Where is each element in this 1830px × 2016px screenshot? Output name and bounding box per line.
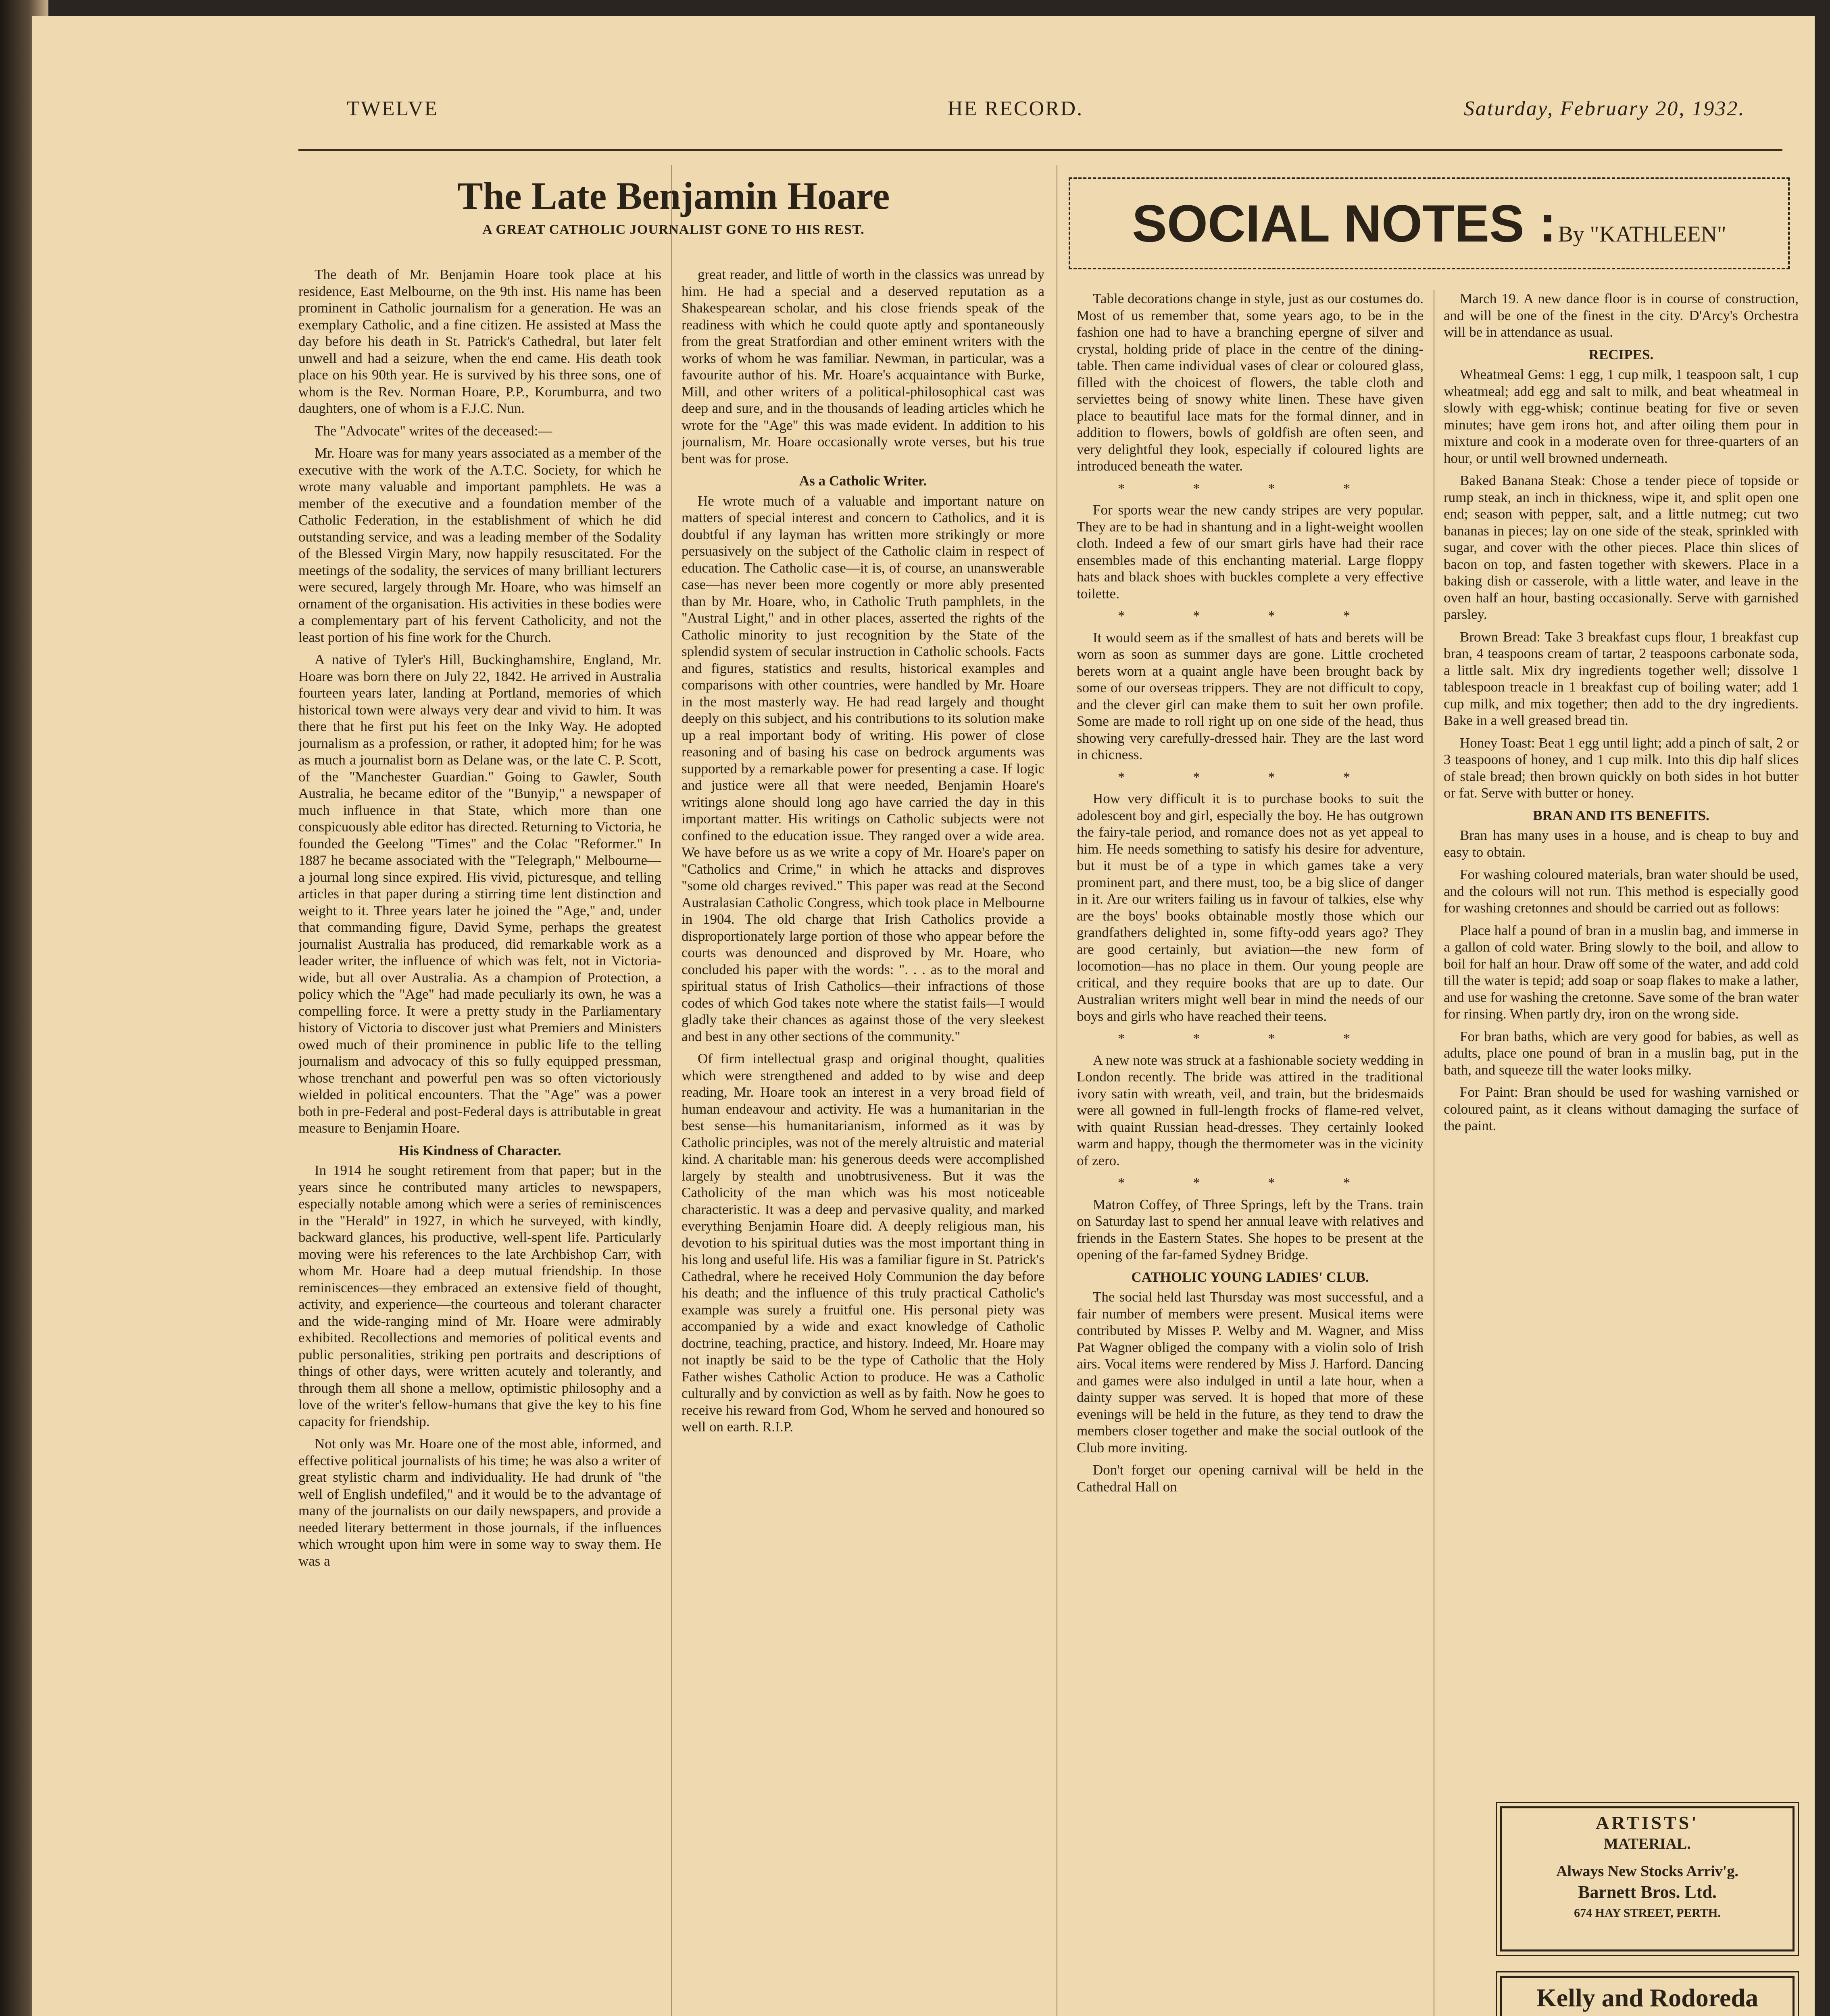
paragraph: Not only was Mr. Hoare one of the most able, informed, and effective political journalists of his time; he was also a writer of great stylistic charm and individuality. He had drunk of "the well of English undefiled," and it would be to the advantage of many of the journalists on our daily newspapers, and provide a needed literary betterment in those journals, if the influences which wrought upon him were in some way to sway them. He was a <box>298 1436 661 1569</box>
section-divider: * * * * <box>1117 1175 1383 1191</box>
paragraph: In 1914 he sought retirement from that paper; but in the years since he contributed many articles to newspapers, especially notable among which were a series of reminiscences in the "Herald" in 1927, in which he surveyed, with kindly, backward glances, his productive, well-spent life. Particularly moving were his references to the late Archbishop Carr, with whom Mr. Hoare had a deep mutual friendship. In those reminiscences—they embraced an extensive field of thought, activity, and experience—the courteous and tolerant character and the wide-ranging mind of Mr. Hoare were admirably exhibited. Recollections and memories of political events and public personalities, striking pen portraits and descriptions of things of other days, were written acutely and tolerantly, and through them all shone a mellow, optimistic philosophy and a love of the writer's fellow-humans that give the key to his fine capacity for friendship. <box>298 1162 661 1429</box>
paragraph: The "Advocate" writes of the deceased:— <box>315 423 552 439</box>
masthead: HE RECORD. <box>948 97 1084 120</box>
section-divider: * * * * <box>1117 1031 1383 1046</box>
social-col3-text <box>1077 290 1424 1263</box>
paragraph: great reader, and little of worth in the classics was unread by him. He had a special and a deserved reputation as a Shakespearean scholar, and his close friends speak of the readiness with which he could quote aptly and spontaneously from the great Stratfordian and other eminent writers with the works of whom he was familiar. Newman, in particular, was a favourite author of his. Mr. Hoare's acquaintance with Burke, Mill, and other writers of a political-philosophical cast was deep and sure, and in the thousands of leading articles which he wrote for the "Age" this was made evident. In addition to his journalism, Mr. Hoare occasionally wrote verses, but his true bent was for prose. <box>682 267 1044 467</box>
page-number: TWELVE <box>347 97 438 120</box>
section-divider: * * * * <box>1117 608 1383 624</box>
article-column-2 <box>682 266 1044 2016</box>
paragraph: Place half a pound of bran in a muslin bag, and immerse in a gallon of cold water. Bring slowly to the boil, and allow to boil for half an hour. Draw off some of the water, and add cold till the water is tepid; add soap or soap flakes to make a lather, and use for washing the cretonne. Save some of the bran water for rinsing. When partly dry, iron on the wrong side. <box>1444 922 1799 1022</box>
newspaper-page <box>32 16 1815 2016</box>
ad-artists-material <box>1500 1806 1795 1951</box>
ad-artists-line3: 674 HAY STREET, PERTH. <box>1574 1906 1721 1920</box>
paragraph: Table decorations change in style, just as our costumes do. Most of us remember that, some years ago, to be in the fashion one had to have a branching epergne of silver and crystal, holding pride of place in the centre of the dining-table. Then came individual vases of clear or coloured glass, filled with the choicest of flowers, the table cloth and serviettes being of snowy white linen. These have given place to beautiful lace mats for the formal dinner, and in addition to flowers, bowls of goldfish are often seen, and very delightful they look, especially if coloured lights are introduced beneath the water. <box>1077 291 1424 474</box>
paragraph: For sports wear the new candy stripes are very popular. They are to be had in shantung and in a light-weight woollen cloth. Indeed a few of our smart girls have had their race ensembles made of this enchanting material. Large floppy hats and black shoes with buckles complete a very effective toilette. <box>1077 502 1424 602</box>
paragraph: How very difficult it is to purchase books to suit the adolescent boy and girl, especially the boy. He has outgrown the fairy-tale period, and romance does not as yet appeal to him. He needs something to satisfy his desire for adventure, but it must be of a type in which games take a very prominent part, and there must, too, be a big slice of danger in it. Are our writers failing us in favour of talkies, else why are the boys' books obtainable mostly those which our grandfathers delighted in, some fifty-odd years ago? They are good certainly, but aviation—the new form of locomotion—has no place in them. Our young people are critical, and they require books that are up to date. Our Australian writers might well bear in mind the needs of our boys and girls who have reached their teens. <box>1077 791 1424 1024</box>
paragraph: A native of Tyler's Hill, Buckinghamshire, England, Mr. Hoare was born there on July 22, 1842. He arrived in Australia fourteen years later, landing at Portland, memories of which historical town were always very dear and vivid to him. It was there that he first put his feet on the Inky Way. He adopted journalism as a profession, or rather, it adopted him; for he was as much a journalist born as Delane was, or the late C. P. Scott, of the "Manchester Guardian." Going to Gawler, South Australia, he became editor of the "Bunyip," a newspaper of much influence in that State, which more than one conspicuously able editor has directed. Returning to Victoria, he founded the Geelong "Times" and the Colac "Reformer." In 1887 he became associated with the "Telegraph," Melbourne—a journal long since expired. His vivid, picturesque, and telling articles in that paper during a stirring time lent distinction and weight to it. Three years later he joined the "Age," and, under that commanding figure, David Syme, perhaps the greatest journalist Australia has produced, did remarkable work as a leader writer, the influence of which was felt, not in Victoria-wide, but all over Australia. As a champion of Protection, a policy which the "Age" had made peculiarly its own, he was a compelling force. It were a pretty study in the Parliamentary history of Victoria to discover just what Premiers and Ministers owed much of their prominence in public life to the telling journalism and advocacy of this so fully equipped pressman, whose trenchant and powerful pen was so often victoriously wielded in political encounters. That the "Age" was a power both in pre-Federal and post-Federal days is attributable in great measure to Benjamin Hoare. <box>298 652 661 1136</box>
ad-kelly-line <box>1502 2014 1792 2016</box>
article-col2-text <box>682 266 1044 467</box>
paragraph: Baked Banana Steak: Chose a tender piece of topside or rump steak, an inch in thickness, wipe it, and split open one end; season with pepper, salt, and a little nutmeg; cut two bananas in pieces; lay on one side of the steak, sprinkled with sugar, and cover with the other pieces. Place thin slices of bacon on top, and fasten together with skewers. Place in a baking dish or casserole, with a little water, and leave in the oven half an hour, basting occasionally. Serve with garnished parsley. <box>1444 473 1799 622</box>
subheading-catholic-writer: As a Catholic Writer. <box>799 473 927 489</box>
article-heading <box>298 173 1048 237</box>
paragraph: Of firm intellectual grasp and original thought, qualities which were strengthened and added to by wise and deep reading, Mr. Hoare took an interest in a very broad field of human endeavour and activity. He was a humanitarian in the best sense—his humanitarianism, informed as it was by Catholic principles, was not of the merely altruistic and material kind. A charitable man: his generous deeds were accomplished largely by stealth and unobtrusiveness. But it was the Catholicity of the man which was his most noticeable characteristic. It was a deep and pervasive quality, and marked everything Benjamin Hoare did. A deeply religious man, his devotion to his spiritual duties was the most important thing in his long and useful life. His was a familiar figure in St. Patrick's Cathedral, where he received Holy Communion the day before his death; and the influence of this truly practical Catholic's example was surely a fruitful one. His personal piety was accompanied by a wide and exact knowledge of Catholic doctrine, teaching, practice, and history. Indeed, Mr. Hoare may not inaptly be said to be the type of Catholic that the Holy Father wishes Catholic Action to produce. He was a Catholic culturally and by conviction as well as by faith. Now he goes to receive his reward from God, Whom he served and honoured so well on earth. R.I.P. <box>682 1051 1044 1435</box>
article-subtitle: A GREAT CATHOLIC JOURNALIST GONE TO HIS REST. <box>482 222 865 237</box>
club-heading: CATHOLIC YOUNG LADIES' CLUB. <box>1131 1269 1369 1285</box>
paragraph: Brown Bread: Take 3 breakfast cups flour, 1 breakfast cup bran, 4 teaspoons cream of tartar, 2 teaspoons carbonate soda, a little salt. Mix dry ingredients together well; dissolve 1 tablespoon treacle in 1 breakfast cup of boiling water; add 1 cup milk, and mix together; then add to the dry ingredients. Bake in a well greased bread tin. <box>1444 629 1799 728</box>
ad-artists-line1: Always New Stocks Arriv'g. <box>1556 1863 1738 1880</box>
club-text <box>1077 1289 1424 1495</box>
subheading-kindness: His Kindness of Character. <box>398 1142 561 1158</box>
ad-artists-sub: MATERIAL. <box>1604 1835 1691 1852</box>
paragraph: Matron Coffey, of Three Springs, left by the Trans. train on Saturday last to spend her annual leave with relatives and friends in the Eastern States. She hopes to be present at the opening of the far-famed Sydney Bridge. <box>1077 1196 1424 1262</box>
paragraph: For bran baths, which are very good for babies, as well as adults, place one pound of bran in a muslin bag, put in the bath, and squeeze till the water looks milky. <box>1444 1028 1799 1078</box>
recipes-heading: RECIPES. <box>1588 346 1654 362</box>
paragraph: Mr. Hoare was for many years associated as a member of the executive with the work of the A.T.C. Society, for which he wrote many valuable and important pamphlets. He was a member of the executive and a foundation member of the Catholic Federation, in the establishment of which he did outstanding service, and was a leading member of the Sodality of the Blessed Virgin Mary, now happily resuscitated. For the meetings of the sodality, the services of many brilliant lecturers were secured, largely through Mr. Hoare, who was himself an ornament of the organisation. His activities in these bodies were a complementary part of his fervent Catholicity, and not the least portion of his fine work for the Church. <box>298 445 661 645</box>
paragraph: Bran has many uses in a house, and is cheap to buy and easy to obtain. <box>1444 827 1799 860</box>
paragraph: Honey Toast: Beat 1 egg until light; add a pinch of salt, 2 or 3 teaspoons of honey, and 1 cup milk. Into this dip half slices of stale bread; then brown quickly on both sides in hot butter or fat. Serve with butter or honey. <box>1444 735 1799 801</box>
ad-artists-line2: Barnett Bros. Ltd. <box>1578 1882 1717 1902</box>
article-col1b-text <box>298 1162 661 1569</box>
bran-heading: BRAN AND ITS BENEFITS. <box>1533 807 1709 823</box>
paragraph: A new note was struck at a fashionable society wedding in London recently. The bride was attired in the traditional ivory satin with wreath, veil, and train, but the bridesmaids were all gowned in full-length frocks of flame-red velvet, with quaint Russian head-dresses. They certainly looked warm and happy, though the thermometer was in the vicinity of zero. <box>1077 1052 1424 1168</box>
article-title: The Late Benjamin Hoare <box>457 174 890 217</box>
paragraph: For Paint: Bran should be used for washing varnished or coloured paint, as it cleans without damaging the surface of the paint. <box>1444 1084 1799 1133</box>
ad-artists-title: ARTISTS' <box>1595 1812 1699 1833</box>
article-col1-text <box>298 266 661 1137</box>
paragraph: Wheatmeal Gems: 1 egg, 1 cup milk, 1 teaspoon salt, 1 cup wheatmeal; add egg and salt to milk, and beat wheatmeal in slowly with egg-whisk; continue beating for five or seven minutes; have gem irons hot, and after oiling them pour in mixture and cook in a moderate oven for three-quarters of an hour, or until well browned underneath. <box>1444 367 1799 466</box>
paragraph: For washing coloured materials, bran water should be used, and the colours will not run. This method is especially good for washing cretonnes and should be carried out as follows: <box>1444 866 1799 916</box>
article-col2b-text <box>682 493 1044 1435</box>
column-rule <box>671 165 672 2016</box>
social-column-4 <box>1444 290 1799 1798</box>
bran-text <box>1444 827 1799 1134</box>
paragraph: It would seem as if the smallest of hats and berets will be worn as soon as summer days are gone. Little crocheted berets worn at a quaint angle have been brought back by some of our overseas trippers. They are not difficult to copy, and the clever girl can make them to suit her own profile. Some are made to roll right up on one side of the head, thus showing very carefully-dressed hair. They are the last word in chicness. <box>1077 629 1424 762</box>
social-notes-byline: By "KATHLEEN" <box>1558 222 1726 247</box>
paragraph: He wrote much of a valuable and important nature on matters of special interest and concern to Catholics, and it is doubtful if any layman has written more strikingly or more persuasively on the subject of the Catholic claim in respect of education. The Catholic case—it is, of course, an unanswerable case—has never been more cogently or more ably presented than by Mr. Hoare, who, in Catholic Truth pamphlets, in the "Austral Light," and in other places, asserted the rights of the Catholic minority to just recognition by the State of the splendid system of secular instruction in Catholic schools. Facts and figures, statistics and results, historical examples and comparisons with other countries, were handled by Mr. Hoare in the most masterly way. He had read largely and thought deeply on this subject, and his contributions to its solution make up a real important body of writing. His power of close reasoning and of basing his case on bedrock arguments was supported by a remarkable power for presenting a case. If logic and justice were all that were needed, Benjamin Hoare's writings alone should long ago have carried the day in this important matter. His writings on Catholic subjects were not confined to the education issue. They ranged over a wide area. We have before us as we write a copy of Mr. Hoare's paper on "Catholics and Crime," in which he attacks and disproves "some old charges revived." This paper was read at the Second Australasian Catholic Congress, which took place in Melbourne in 1904. The old charge that Irish Catholics provide a disproportionately large portion of those who appear before the courts was denounced and disproved by Mr. Hoare, who concluded his paper with the words: ". . . as to the moral and spiritual status of Irish Catholics—their infractions of those codes of which God takes note where the statist fails—I would gladly take their chances as against those of the very sleekest and best in any other sections of the community." <box>682 493 1044 1044</box>
issue-date: Saturday, February 20, 1932. <box>1464 97 1745 120</box>
recipes-text <box>1444 366 1799 802</box>
paragraph: The death of Mr. Benjamin Hoare took place at his residence, East Melbourne, on the 9th inst. His name has been prominent in Catholic journalism for a generation. He was an exemplary Catholic, and a fine citizen. He assisted at Mass the day before his death in St. Patrick's Cathedral, but later felt unwell and had a seizure, when the end came. His death took place on his 90th year. He is survived by his three sons, one of whom is the Rev. Norman Hoare, P.P., Korumburra, and two daughters, one of whom is a F.J.C. Nun. <box>298 267 661 416</box>
section-divider: * * * * <box>1117 480 1383 496</box>
section-divider: * * * * <box>1117 769 1383 785</box>
social-column-3 <box>1077 290 1424 2016</box>
paragraph: The social held last Thursday was most successful, and a fair number of members were present. Musical items were contributed by Misses P. Welby and M. Wagner, and Miss Pat Wagner obliged the company with a violin solo of Irish airs. Vocal items were rendered by Miss J. Harford. Dancing and games were also indulged in until a late hour, when a dainty supper was served. It is hoped that more of these evenings will be held in the future, as they tend to draw the members closer together and make the social outlook of the Club more inviting. <box>1077 1289 1424 1456</box>
paragraph: Don't forget our opening carnival will be held in the Cathedral Hall on <box>1077 1462 1424 1495</box>
social-notes-title: SOCIAL NOTES : <box>1132 194 1557 253</box>
social-notes-banner <box>1069 177 1790 269</box>
club-continued: March 19. A new dance floor is in course of construction, and will be one of the finest in the city. D'Arcy's Orchestra will be in attendance as usual. <box>1444 291 1799 340</box>
ad-kelly-title: Kelly and Rodoreda <box>1536 1983 1758 2012</box>
ad-kelly-rodoreda <box>1500 1976 1795 2016</box>
article-column-1 <box>298 266 661 2016</box>
header-rule <box>298 149 1782 151</box>
